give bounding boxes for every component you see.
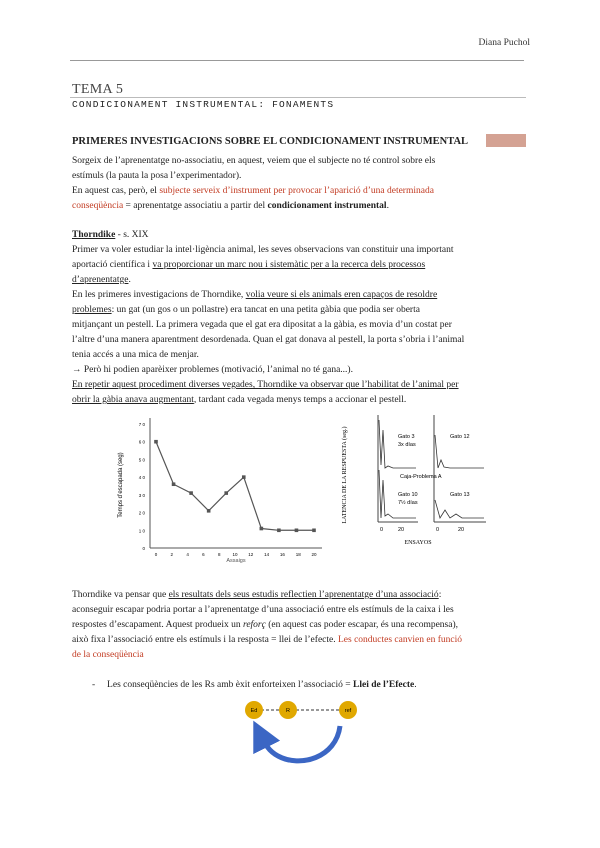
- escape-time-chart-svg: [112, 410, 332, 565]
- text-line: aconseguir escapar podria portar a l’aprenentatge d’una associació entre els estímuls de la caixa i les: [72, 605, 454, 615]
- header-divider: [70, 60, 524, 61]
- y-tick-label: 6 0: [138, 439, 145, 445]
- text-line: això fixa l’associació entre els estímuls i la resposta = llei de l’efecte. Les conductes canvien en funció: [72, 635, 462, 645]
- thorndike-heading: Thorndike: [72, 230, 116, 240]
- x-tick-label: 0: [380, 527, 384, 533]
- data-point: [189, 491, 193, 495]
- paragraph-intro: [72, 154, 528, 214]
- text-line: En repetir aquest procediment diverses vegades, Thorndike va observar que l’habilitat de l’animal per: [72, 380, 459, 390]
- node-label: ref: [344, 708, 352, 714]
- text-line: mitjançant un pestell. La primera vegada que el gat era dipositat a la gàbia, es movia d’un costat per: [72, 320, 452, 330]
- data-point: [154, 440, 158, 444]
- x-axis-label: Assaigs: [226, 558, 246, 564]
- panel-label: Caja-Problema A: [400, 474, 442, 480]
- x-tick-label: 18: [295, 552, 301, 557]
- y-tick-label: 2 0: [138, 510, 145, 516]
- data-point: [295, 528, 299, 532]
- x-tick-label: 20: [398, 527, 405, 533]
- paragraph-thorndike: [72, 228, 528, 408]
- page-subtitle: CONDICIONAMENT INSTRUMENTAL: FONAMENTS: [72, 99, 335, 110]
- y-axis-label: Temps d’escapada (seg): [118, 452, 124, 518]
- y-tick-label: 4 0: [138, 475, 145, 481]
- x-tick-label: 8: [217, 552, 221, 557]
- gato-13-trace: [435, 500, 484, 518]
- text-line: Primer va voler estudiar la intel·ligència animal, les seves observacions van constituir una important: [72, 245, 454, 255]
- author-name: Diana Puchol: [478, 38, 530, 48]
- association-diagram-svg: [236, 696, 376, 776]
- latency-chart-svg: [338, 410, 488, 550]
- node-label: Ed: [250, 708, 258, 714]
- text-line: aportació científica i va proporcionar un marc nou i sistemàtic per a la recerca dels processos: [72, 260, 426, 270]
- panel-label: Gato 10: [398, 492, 418, 498]
- association-diagram: [236, 696, 376, 781]
- y-tick-label: 3 0: [138, 492, 145, 498]
- text-line: → Però hi podien aparèixer problemes (motivació, l’animal no té gana...).: [72, 365, 353, 375]
- paragraph-association: [72, 588, 528, 663]
- panel-label: Gato 13: [450, 492, 470, 498]
- text-line: Sorgeix de l’aprenentatge no-associatiu, en aquest, veiem que el subjecte no té control sobre els: [72, 156, 436, 166]
- data-point: [260, 527, 264, 531]
- text-line: En aquest cas, però, el subjecte serveix d’instrument per provocar l’aparició d’una determinada: [72, 186, 434, 196]
- x-tick-label: 0: [154, 552, 158, 557]
- text-line: respostes d’escapament. Aquest produeix un reforç (en aquest cas poder escapar, és una recompensa),: [72, 620, 459, 630]
- data-point: [277, 528, 281, 532]
- y-tick-label: 7 0: [138, 422, 145, 427]
- text-line: En les primeres investigacions de Thorndike, volia veure si els animals eren capaços de resoldre: [72, 290, 438, 300]
- text-line: problemes: un gat (un gos o un pollastre) era tancat en una petita gàbia que podia ser oberta: [72, 305, 420, 315]
- section-heading: PRIMERES INVESTIGACIONS SOBRE EL CONDICIONAMENT INSTRUMENTAL: [72, 136, 469, 147]
- x-tick-label: 16: [279, 552, 285, 557]
- x-tick-label: 10: [232, 552, 238, 557]
- text-line: Thorndike - s. XIX: [72, 230, 149, 240]
- series-line: [156, 442, 314, 531]
- text-line: tenia accés a una mica de menjar.: [72, 350, 199, 360]
- x-tick-label: 4: [186, 552, 189, 557]
- data-point: [207, 509, 211, 513]
- page-title: TEMA 5: [72, 82, 124, 97]
- title-divider: [70, 97, 526, 98]
- y-tick-label: 0: [142, 546, 145, 551]
- data-point: [312, 528, 316, 532]
- text-line: estímuls (la pauta la posa l’experimentador).: [72, 171, 242, 181]
- text-line: obrir la gàbia anava augmentant, tardant cada vegada menys temps a accionar el pestell.: [72, 395, 407, 405]
- escape-time-chart: [112, 410, 332, 570]
- section-accent-bar: [486, 134, 526, 147]
- y-tick-label: 1 0: [138, 528, 145, 534]
- latency-y-label: LATENCIA DE LA RESPUESTA (seg.): [342, 426, 348, 524]
- data-point: [172, 482, 176, 486]
- text-line: conseqüència = aprenentatge associatiu a partir del condicionament instrumental.: [72, 201, 389, 211]
- panel-label: 3x días: [398, 442, 416, 448]
- x-tick-label: 20: [311, 552, 317, 557]
- latency-x-label: ENSAYOS: [404, 540, 432, 546]
- panel-label: Gato 12: [450, 434, 470, 440]
- feedback-arrow: [260, 726, 340, 761]
- panel-label: Gato 3: [398, 434, 415, 440]
- y-tick-label: 5 0: [138, 457, 145, 463]
- data-point: [224, 491, 228, 495]
- x-tick-label: 0: [436, 527, 440, 533]
- text-line: de la conseqüència: [72, 650, 144, 660]
- node-label: R: [286, 708, 290, 714]
- x-tick-label: 2: [170, 552, 174, 557]
- latency-chart: [338, 410, 488, 555]
- data-point: [242, 475, 246, 479]
- panel-label: 7½ días: [398, 500, 418, 506]
- x-tick-label: 20: [458, 527, 465, 533]
- x-tick-label: 6: [202, 552, 205, 557]
- text-line: l’altre d’una manera aparentment desordenada. Quan el gat donava al pestell, la porta s’obria i l’animal: [72, 335, 465, 345]
- text-line: d’aprenentatge.: [72, 275, 131, 285]
- x-tick-label: 14: [264, 552, 270, 557]
- bullet-law-of-effect: - Les conseqüències de les Rs amb èxit enforteixen l’associació = Llei de l’Efecte.: [92, 680, 417, 690]
- text-line: Thorndike va pensar que els resultats dels seus estudis reflectien l’aprenentatge d’una associació:: [72, 590, 442, 600]
- x-tick-label: 12: [248, 552, 254, 557]
